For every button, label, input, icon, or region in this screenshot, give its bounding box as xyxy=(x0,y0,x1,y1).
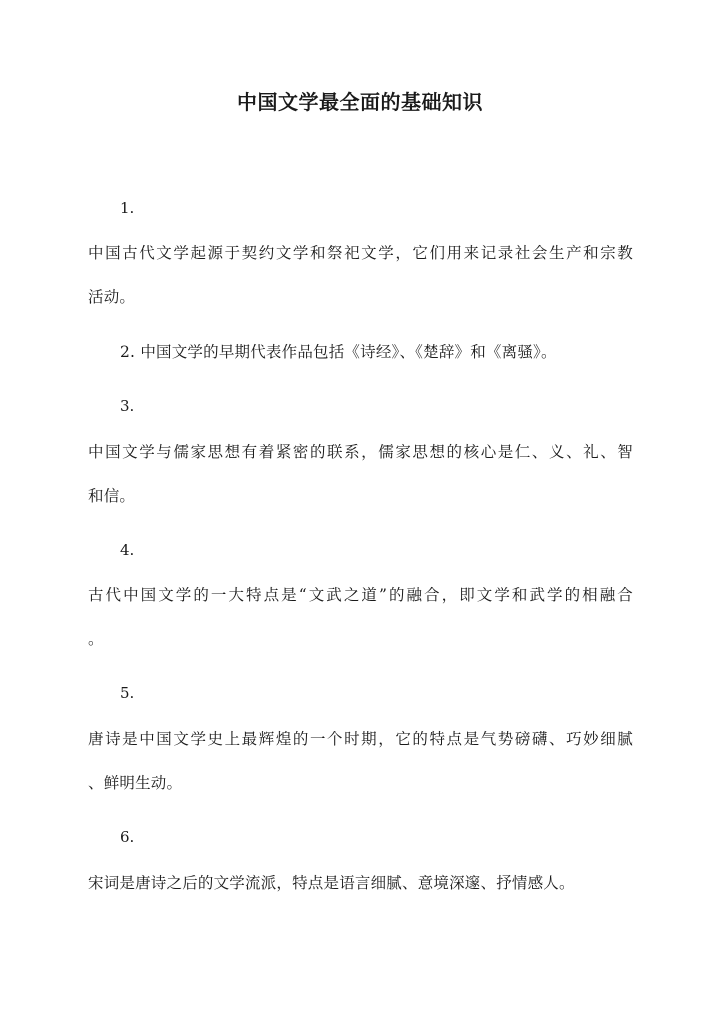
item-1-number: 1. xyxy=(120,199,135,217)
item-1-line-2: 活动。 xyxy=(88,288,136,306)
item-3-number: 3. xyxy=(120,397,135,415)
page-title: 中国文学最全面的基础知识 xyxy=(237,90,483,114)
item-4-line-1: 古代中国文学的一大特点是“文武之道”的融合，即文学和武学的相融合 xyxy=(88,586,633,604)
item-6-number: 6. xyxy=(120,828,135,846)
item-5-line-1: 唐诗是中国文学史上最辉煌的一个时期，它的特点是气势磅礴、巧妙细腻 xyxy=(88,730,633,748)
item-6-line-1: 宋词是唐诗之后的文学流派，特点是语言细腻、意境深邃、抒情感人。 xyxy=(88,874,575,892)
item-1-line-1: 中国古代文学起源于契约文学和祭祀文学，它们用来记录社会生产和宗教 xyxy=(88,244,633,262)
item-4-number: 4. xyxy=(120,541,135,559)
item-5-line-2: 、鲜明生动。 xyxy=(88,774,183,792)
item-4-line-2: 。 xyxy=(88,630,104,648)
item-2-text: 2. 中国文学的早期代表作品包括《诗经》、《楚辞》和《离骚》。 xyxy=(120,343,557,361)
item-3-line-2: 和信。 xyxy=(88,487,136,505)
item-3-line-1: 中国文学与儒家思想有着紧密的联系，儒家思想的核心是仁、义、礼、智 xyxy=(88,443,633,461)
item-5-number: 5. xyxy=(120,684,135,702)
